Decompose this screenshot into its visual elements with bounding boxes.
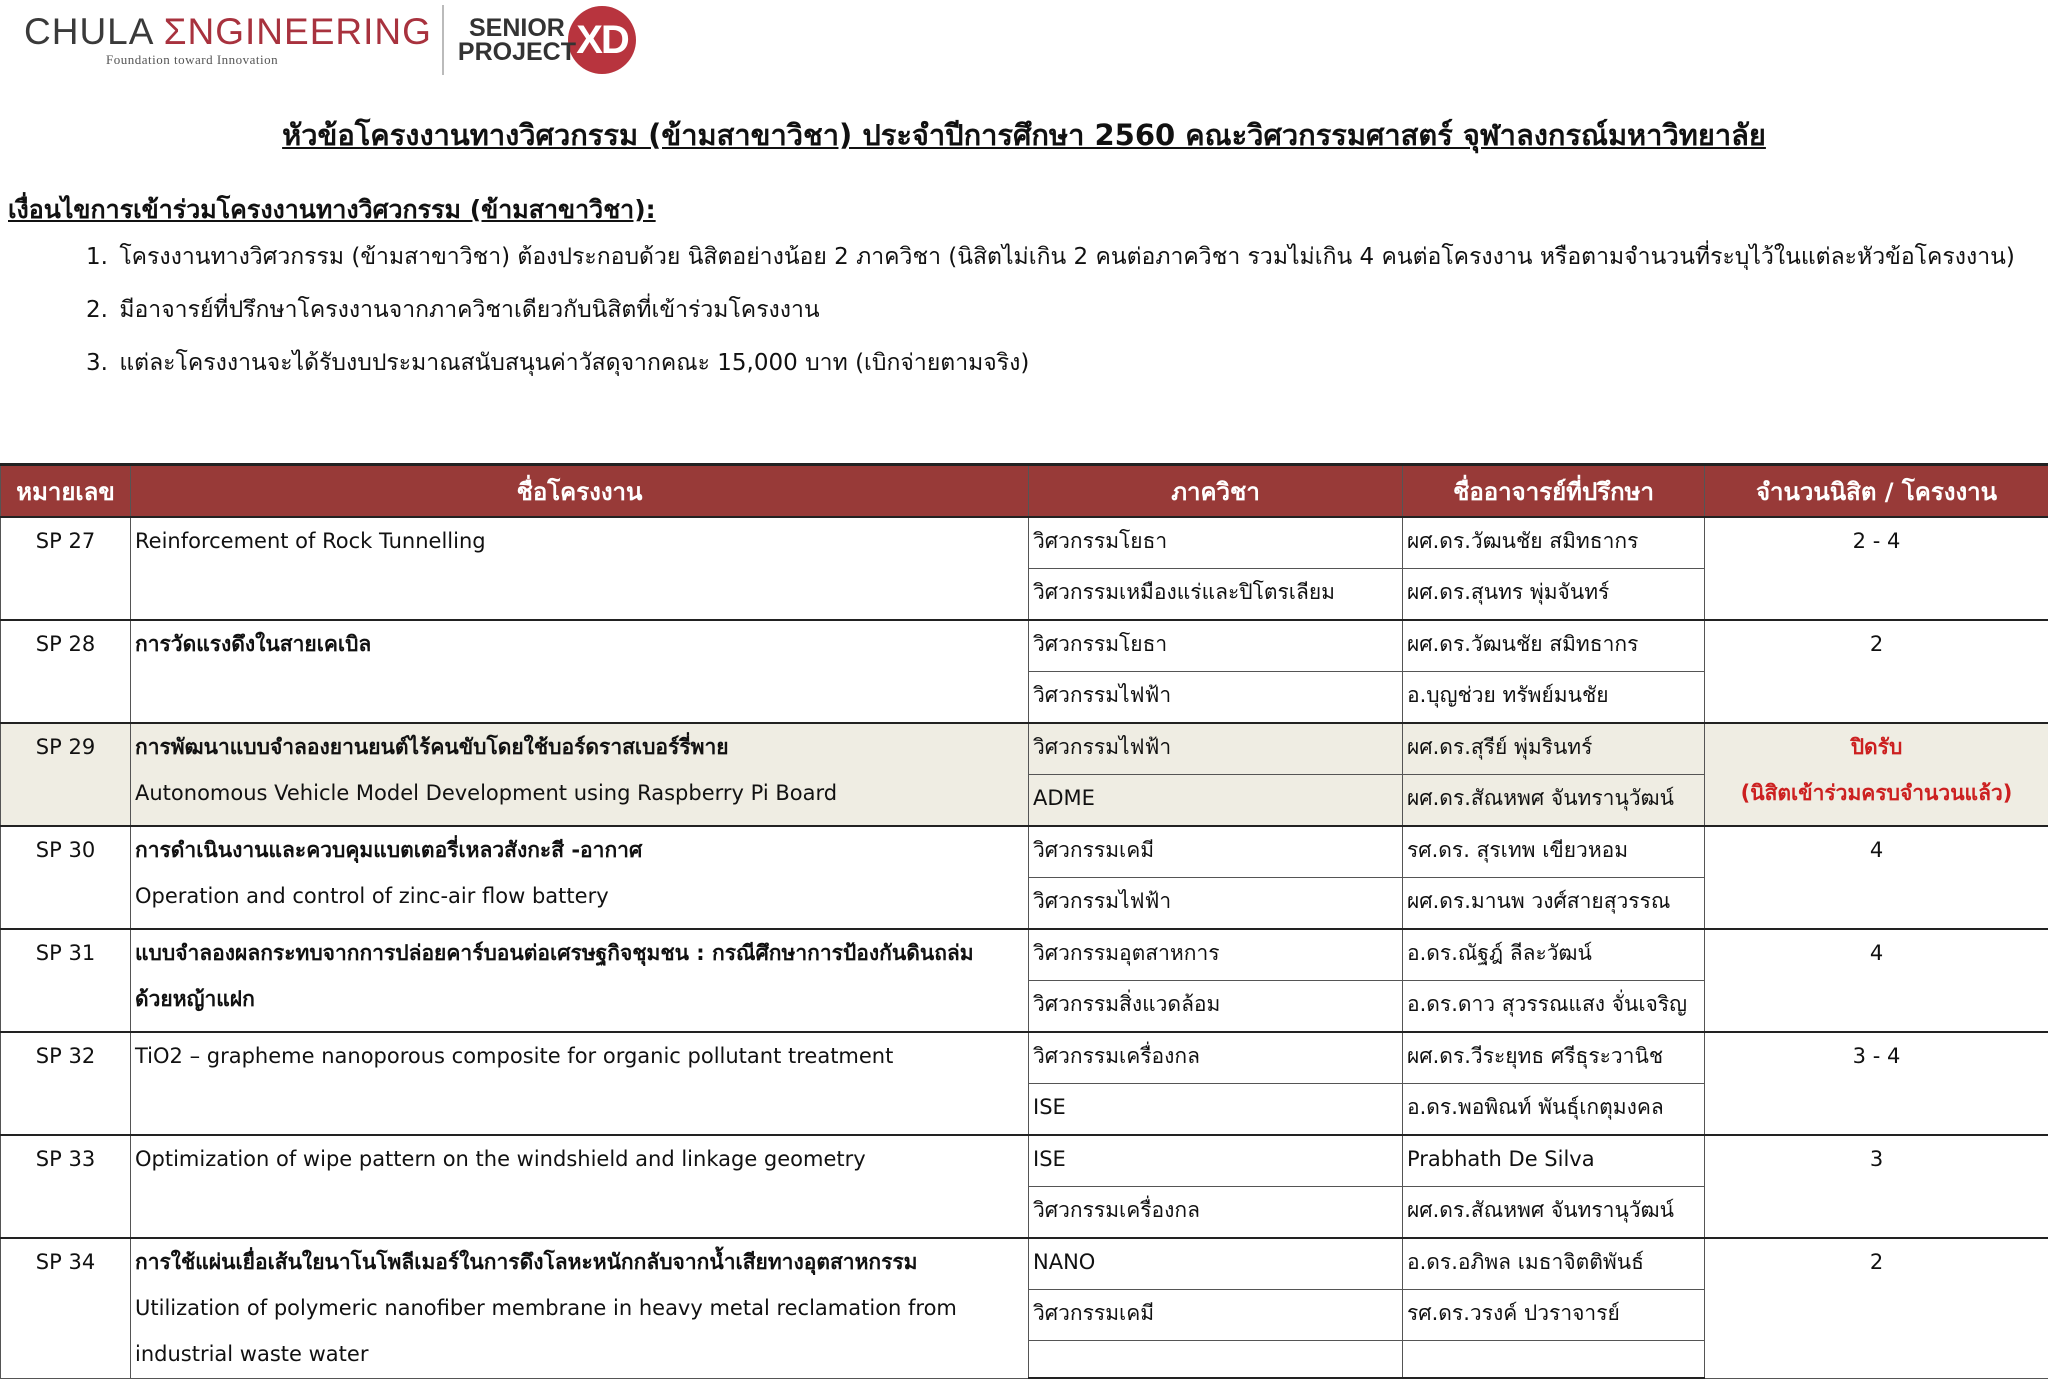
closed-status: ปิดรับ	[1850, 735, 1903, 759]
conditions-list	[86, 240, 2015, 399]
advisor-cell: ผศ.ดร.วัฒนชัย สมิทธากร	[1403, 620, 1705, 672]
project-code: SP 31	[1, 929, 131, 1032]
department-cell: วิศวกรรมเคมี	[1029, 1290, 1403, 1341]
project-code: SP 29	[1, 723, 131, 826]
header-department: ภาควิชา	[1029, 465, 1403, 518]
xd-mark: XD	[576, 17, 628, 62]
project-title	[131, 517, 1029, 620]
project-title-line: Utilization of polymeric nanofiber membrane in heavy metal reclamation from	[135, 1296, 957, 1320]
advisor-cell: อ.ดร.อภิพล เมธาจิตติพันธ์	[1403, 1238, 1705, 1290]
advisor-cell: อ.ดร.ดาว สุวรรณแสง จั่นเจริญ	[1403, 981, 1705, 1033]
project-title-line: การวัดแรงดึงในสายเคเบิล	[135, 632, 372, 656]
student-count: 3	[1705, 1135, 2048, 1238]
department-cell: วิศวกรรมสิ่งแวดล้อม	[1029, 981, 1403, 1033]
table-row	[1, 723, 2048, 775]
project-title	[131, 1032, 1029, 1135]
project-title-line: การดำเนินงานและควบคุมแบตเตอรี่เหลวสังกะสี -อากาศ	[135, 838, 643, 862]
table-row	[1, 826, 2048, 878]
table-row	[1, 1032, 2048, 1084]
student-count: 4	[1705, 929, 2048, 1032]
header-code: หมายเลข	[1, 465, 131, 518]
table-row	[1, 517, 2048, 569]
department-cell: NANO	[1029, 1238, 1403, 1290]
projects-table	[0, 463, 2048, 1379]
project-code: SP 34	[1, 1238, 131, 1378]
project-code: SP 32	[1, 1032, 131, 1135]
advisor-cell: อ.ดร.พอพิณท์ พันธุ์เกตุมงคล	[1403, 1084, 1705, 1136]
department-cell: วิศวกรรมอุตสาหการ	[1029, 929, 1403, 981]
logo-divider	[442, 5, 444, 75]
advisor-cell: อ.บุญช่วย ทรัพย์มนชัย	[1403, 672, 1705, 724]
student-count	[1705, 723, 2048, 826]
header-student-count: จำนวนนิสิต / โครงงาน	[1705, 465, 2048, 518]
project-code: SP 33	[1, 1135, 131, 1238]
project-title	[131, 1238, 1029, 1378]
project-title	[131, 826, 1029, 929]
header-project-name: ชื่อโครงงาน	[131, 465, 1029, 518]
project-title-line: Reinforcement of Rock Tunnelling	[135, 529, 486, 553]
condition-item: 2. มีอาจารย์ที่ปรึกษาโครงงานจากภาควิชาเดียวกับนิสิตที่เข้าร่วมโครงงาน	[86, 297, 820, 323]
document-title: หัวข้อโครงงานทางวิศวกรรม (ข้ามสาขาวิชา) ประจำปีการศึกษา 2560 คณะวิศวกรรมศาสตร์ จุฬาลงกรณ์มหาวิทยาลัย	[282, 118, 1766, 152]
project-title	[131, 1135, 1029, 1238]
chula-engineering-logo	[24, 10, 432, 68]
department-cell: วิศวกรรมไฟฟ้า	[1029, 723, 1403, 775]
advisor-cell: รศ.ดร.วรงค์ ปวราจารย์	[1403, 1290, 1705, 1341]
advisor-cell	[1403, 1341, 1705, 1379]
project-title	[131, 620, 1029, 723]
senior-logo-line1: SENIOR	[469, 14, 565, 42]
department-cell: ADME	[1029, 775, 1403, 827]
department-cell: วิศวกรรมเหมืองแร่และปิโตรเลียม	[1029, 569, 1403, 621]
project-title-line: การพัฒนาแบบจำลองยานยนต์ไร้คนขับโดยใช้บอร์ดราสเบอร์รี่พาย	[135, 735, 729, 759]
table-row	[1, 620, 2048, 672]
department-cell: ISE	[1029, 1084, 1403, 1136]
senior-project-xd-logo	[458, 4, 636, 76]
project-title	[131, 723, 1029, 826]
xd-circle-icon	[568, 6, 636, 74]
department-cell: วิศวกรรมเครื่องกล	[1029, 1187, 1403, 1239]
student-count: 2 - 4	[1705, 517, 2048, 620]
chula-logo-text: CHULA	[24, 10, 164, 52]
project-title-line: Operation and control of zinc-air flow battery	[135, 884, 609, 908]
department-cell: วิศวกรรมไฟฟ้า	[1029, 878, 1403, 930]
advisor-cell: ผศ.ดร.วัฒนชัย สมิทธากร	[1403, 517, 1705, 569]
project-code: SP 30	[1, 826, 131, 929]
department-cell	[1029, 1341, 1403, 1379]
advisor-cell: อ.ดร.ณัฐฎ์ ลีละวัฒน์	[1403, 929, 1705, 981]
engineering-logo-text: ƩNGINEERING	[163, 10, 432, 52]
table-header-row	[1, 465, 2048, 518]
department-cell: ISE	[1029, 1135, 1403, 1187]
department-cell: วิศวกรรมเคมี	[1029, 826, 1403, 878]
table-row	[1, 1238, 2048, 1290]
advisor-cell: ผศ.ดร.มานพ วงศ์สายสุวรรณ	[1403, 878, 1705, 930]
project-title-line: แบบจำลองผลกระทบจากการปล่อยคาร์บอนต่อเศรษฐกิจชุมชน : กรณีศึกษาการป้องกันดินถล่ม	[135, 941, 974, 965]
student-count: 2	[1705, 620, 2048, 723]
project-title-line: TiO2 – grapheme nanoporous composite for organic pollutant treatment	[135, 1044, 894, 1068]
project-title	[131, 929, 1029, 1032]
advisor-cell: ผศ.ดร.วีระยุทธ ศรีธุระวานิช	[1403, 1032, 1705, 1084]
project-code: SP 28	[1, 620, 131, 723]
student-count: 4	[1705, 826, 2048, 929]
department-cell: วิศวกรรมเครื่องกล	[1029, 1032, 1403, 1084]
advisor-cell: Prabhath De Silva	[1403, 1135, 1705, 1187]
project-title-line: ด้วยหญ้าแฝก	[135, 987, 255, 1011]
project-title-line: industrial waste water	[135, 1342, 369, 1366]
condition-item: 1. โครงงานทางวิศวกรรม (ข้ามสาขาวิชา) ต้องประกอบด้วย นิสิตอย่างน้อย 2 ภาควิชา (นิสิตไม่เกิน 2 คนต่อภาควิชา รวมไม่เกิน 4 คนต่อโครงงาน หรือตามจำนวนที่ระบุไว้ในแต่ละหัวข้อโครงงาน)	[86, 244, 2015, 270]
table-row	[1, 929, 2048, 981]
advisor-cell: ผศ.ดร.สุรีย์ พุ่มรินทร์	[1403, 723, 1705, 775]
projects-table-body	[1, 517, 2048, 1378]
chula-tagline: Foundation toward Innovation	[106, 51, 279, 67]
student-count: 3 - 4	[1705, 1032, 2048, 1135]
header-advisor: ชื่ออาจารย์ที่ปรึกษา	[1403, 465, 1705, 518]
advisor-cell: ผศ.ดร.สัณหพศ จันทรานุวัฒน์	[1403, 1187, 1705, 1239]
project-code: SP 27	[1, 517, 131, 620]
student-count: 2	[1705, 1238, 2048, 1378]
table-row	[1, 1135, 2048, 1187]
advisor-cell: ผศ.ดร.สัณหพศ จันทรานุวัฒน์	[1403, 775, 1705, 827]
conditions-heading: เงื่อนไขการเข้าร่วมโครงงานทางวิศวกรรม (ข้ามสาขาวิชา):	[8, 195, 656, 224]
header-logos	[24, 4, 636, 76]
project-title-line: Optimization of wipe pattern on the windshield and linkage geometry	[135, 1147, 866, 1171]
condition-item: 3. แต่ละโครงงานจะได้รับงบประมาณสนับสนุนค่าวัสดุจากคณะ 15,000 บาท (เบิกจ่ายตามจริง)	[86, 350, 1030, 376]
project-title-line: Autonomous Vehicle Model Development using Raspberry Pi Board	[135, 781, 838, 805]
department-cell: วิศวกรรมโยธา	[1029, 620, 1403, 672]
closed-status-note: (นิสิตเข้าร่วมครบจำนวนแล้ว)	[1740, 781, 2013, 805]
advisor-cell: ผศ.ดร.สุนทร พุ่มจันทร์	[1403, 569, 1705, 621]
advisor-cell: รศ.ดร. สุรเทพ เขียวหอม	[1403, 826, 1705, 878]
senior-logo-line2: PROJECT	[457, 38, 576, 66]
project-title-line: การใช้แผ่นเยื่อเส้นใยนาโนโพลีเมอร์ในการดึงโลหะหนักกลับจากน้ำเสียทางอุตสาหกรรม	[135, 1250, 918, 1274]
department-cell: วิศวกรรมไฟฟ้า	[1029, 672, 1403, 724]
department-cell: วิศวกรรมโยธา	[1029, 517, 1403, 569]
